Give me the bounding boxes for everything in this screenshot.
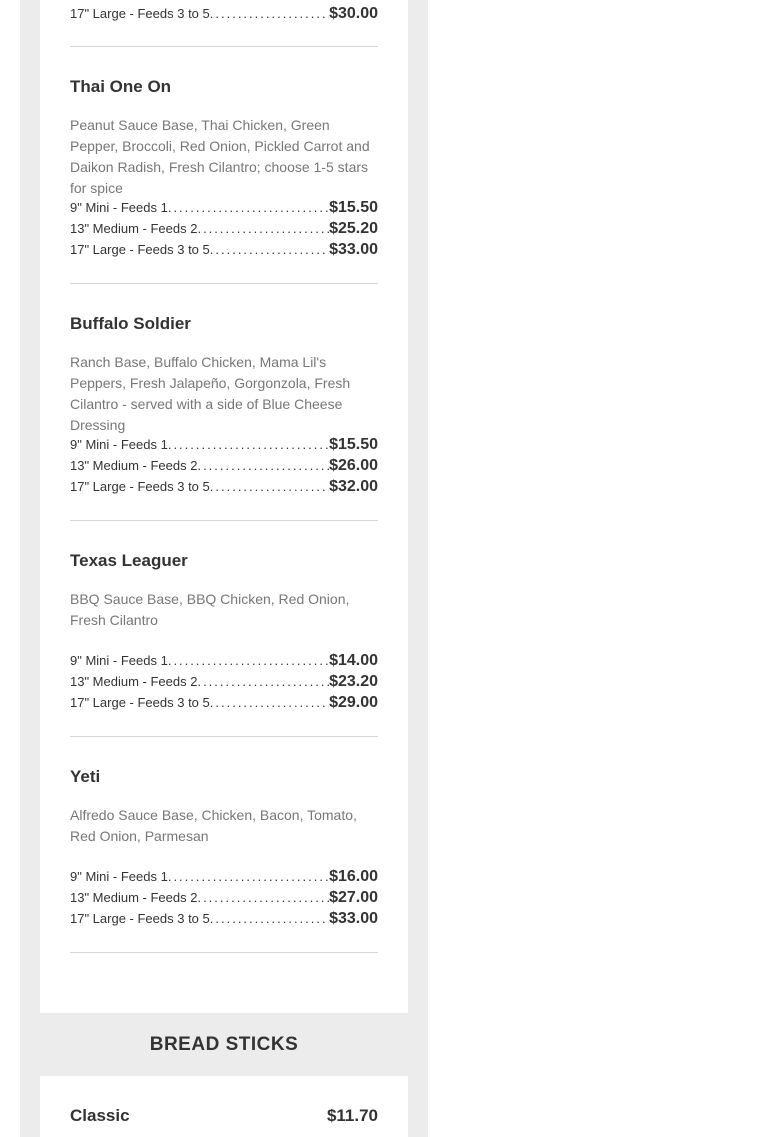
size-label: 17" Large - Feeds 3 to 5 [70, 242, 210, 257]
price-value: $30.00 [329, 5, 378, 22]
item-description: BBQ Sauce Base, BBQ Chicken, Red Onion, Fresh Cilantro [70, 591, 350, 628]
size-label: 9" Mini - Feeds 1 [70, 869, 168, 884]
price-row-large [70, 910, 378, 931]
item-title: Yeti [70, 767, 101, 786]
price-row-large [70, 241, 378, 262]
price-row-medium [70, 889, 378, 910]
item-title: Classic [70, 1106, 130, 1125]
price-value: $25.20 [329, 220, 378, 237]
price-value: $16.00 [329, 868, 378, 885]
section-title: BREAD STICKS [149, 1033, 299, 1055]
price-value: $26.00 [329, 457, 378, 474]
dot-leader [197, 890, 329, 905]
price-row-mini [70, 199, 378, 220]
price-value: $15.50 [329, 199, 378, 216]
price-row-large [70, 5, 378, 26]
size-label: 9" Mini - Feeds 1 [70, 200, 168, 215]
item-divider [70, 736, 378, 737]
item-title: Buffalo Soldier [70, 314, 191, 333]
dot-leader [168, 200, 329, 215]
dot-leader [210, 479, 329, 494]
dot-leader [168, 653, 329, 668]
price-value: $29.00 [329, 694, 378, 711]
size-label: 9" Mini - Feeds 1 [70, 653, 168, 668]
dot-leader [168, 437, 329, 452]
bread-sticks-section-header [40, 1013, 408, 1076]
size-label: 13" Medium - Feeds 2 [70, 221, 198, 236]
price-value: $15.50 [329, 436, 378, 453]
item-divider [70, 46, 378, 47]
price-value: $33.00 [329, 910, 378, 927]
size-label: 17" Large - Feeds 3 to 5 [70, 911, 210, 926]
price-value: $23.20 [329, 673, 378, 690]
dot-leader [197, 221, 329, 236]
dot-leader [168, 869, 329, 884]
size-label: 13" Medium - Feeds 2 [70, 674, 198, 689]
dot-leader [197, 458, 329, 473]
dot-leader [210, 911, 329, 926]
price-row-medium [70, 457, 378, 478]
size-label: 17" Large - Feeds 3 to 5 [70, 695, 210, 710]
item-title: Texas Leaguer [70, 551, 188, 570]
price-value: $33.00 [329, 241, 378, 258]
price-value: $11.70 [326, 1106, 378, 1125]
item-title: Thai One On [70, 77, 172, 96]
dot-leader [210, 695, 329, 710]
size-label: 13" Medium - Feeds 2 [70, 890, 198, 905]
price-row-large [70, 478, 378, 499]
item-divider [70, 520, 378, 521]
item-description: Ranch Base, Buffalo Chicken, Mama Lil's Peppers, Fresh Jalapeño, Gorgonzola, Fresh Cilantro - served with a side of Blue Cheese Dressing [70, 354, 351, 433]
item-divider [70, 952, 378, 953]
item-description: Alfredo Sauce Base, Chicken, Bacon, Tomato, Red Onion, Parmesan [70, 807, 357, 844]
dot-leader [210, 242, 329, 257]
item-divider [70, 283, 378, 284]
price-row-medium [70, 220, 378, 241]
size-label: 13" Medium - Feeds 2 [70, 458, 198, 473]
price-row-large [70, 694, 378, 715]
price-row-medium [70, 673, 378, 694]
price-row-mini [70, 436, 378, 457]
price-row-mini [70, 868, 378, 889]
dot-leader [197, 674, 329, 689]
price-value: $27.00 [329, 889, 378, 906]
menu-card [40, 0, 408, 1137]
price-row-mini [70, 652, 378, 673]
price-value: $32.00 [329, 478, 378, 495]
dot-leader [210, 6, 329, 21]
size-label: 9" Mini - Feeds 1 [70, 437, 168, 452]
size-label: 17" Large - Feeds 3 to 5 [70, 6, 210, 21]
size-label: 17" Large - Feeds 3 to 5 [70, 479, 210, 494]
item-description: Peanut Sauce Base, Thai Chicken, Green Pepper, Broccoli, Red Onion, Pickled Carrot and Daikon Radish, Fresh Cilantro; choose 1-5 stars for spice [70, 117, 370, 196]
price-value: $14.00 [329, 652, 378, 669]
menu-item-classic-breadsticks [70, 1106, 378, 1126]
